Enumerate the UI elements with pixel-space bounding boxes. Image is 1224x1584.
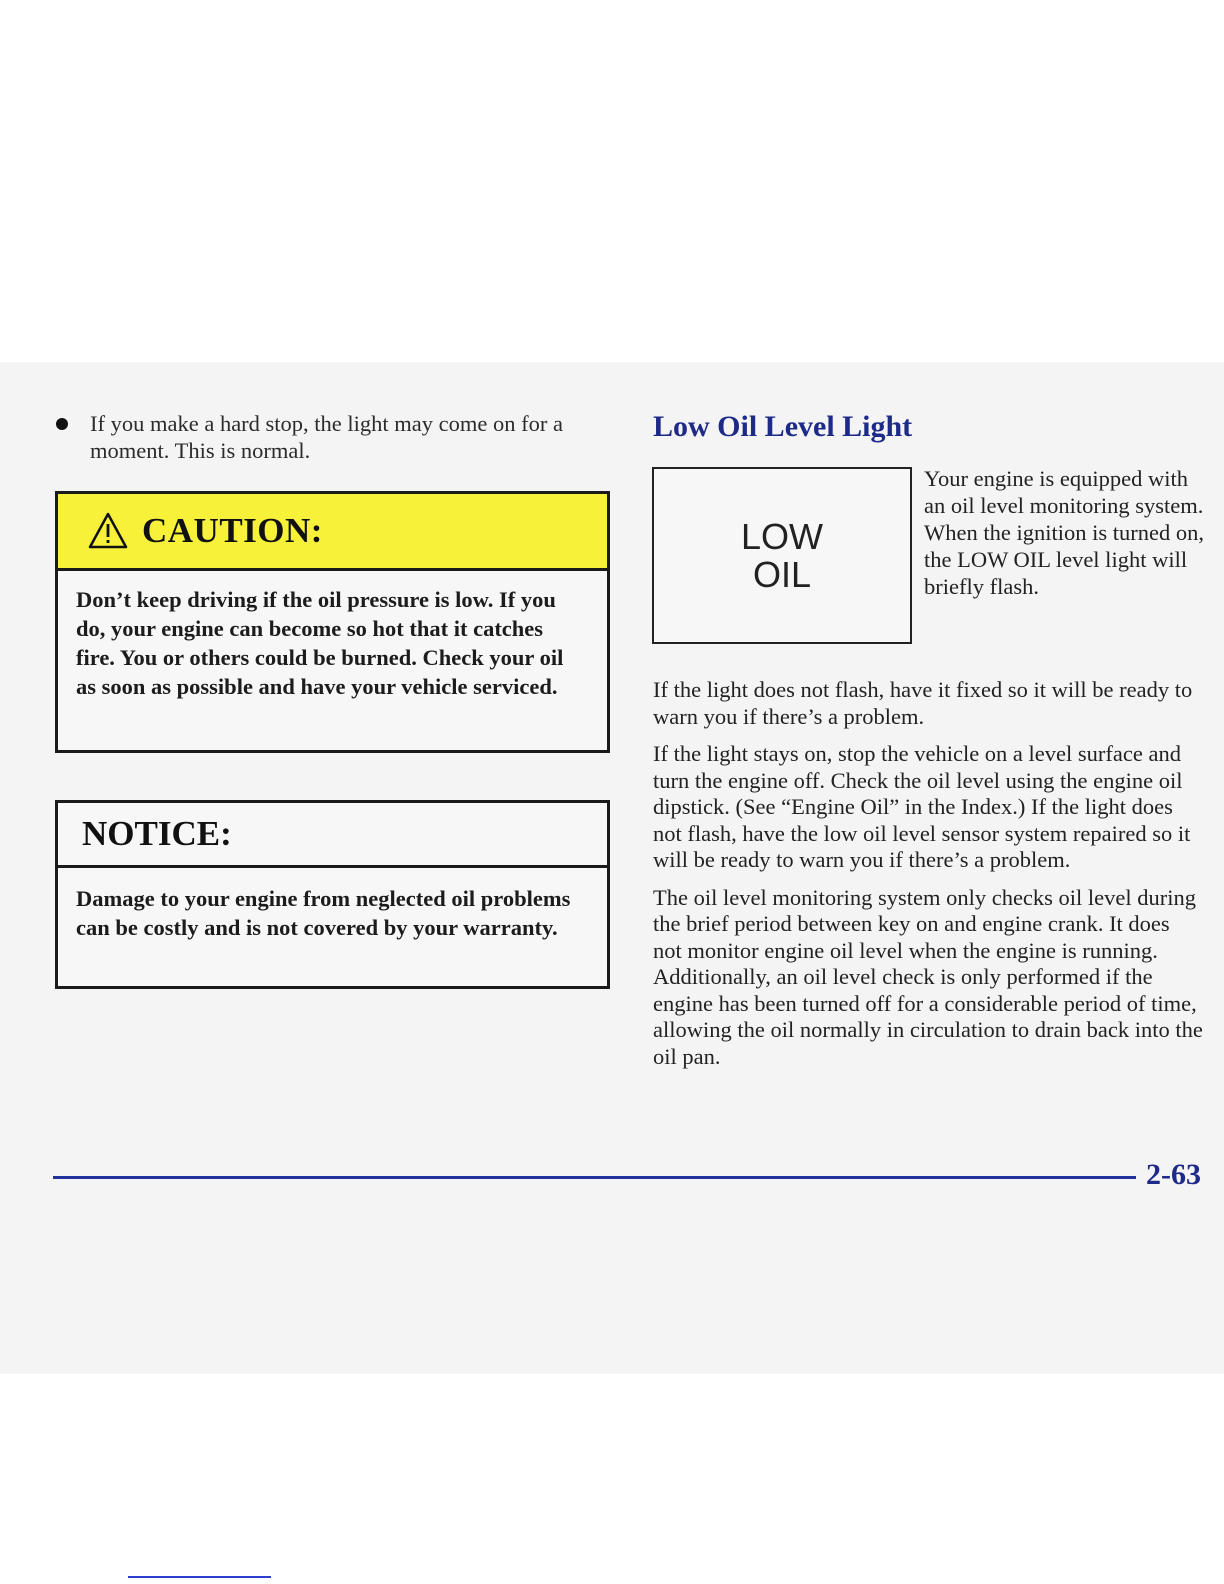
intro-paragraph: Your engine is equipped with an oil level monitoring system. When the ignition is turned on, the LOW OIL level light will briefly flash. [924, 466, 1204, 599]
low-oil-indicator [652, 467, 912, 644]
page-number: 2-63 [1146, 1158, 1201, 1191]
bullet-item [56, 410, 611, 464]
footer-rule [53, 1176, 1136, 1179]
notice-body: Damage to your engine from neglected oil problems can be costly and is not covered by your warranty. [76, 886, 571, 940]
paragraph: If the light stays on, stop the vehicle on a level surface and turn the engine off. Check the oil level using the engine oil dipstick. (See “Engine Oil” in the Index.) If the light does not flash, have the low oil level sensor system repaired so it will be ready to warn you if there’s a problem. [653, 741, 1191, 872]
bullet-dot-icon [56, 418, 68, 430]
indicator-line1: LOW [740, 515, 823, 557]
notice-box [55, 800, 610, 989]
notice-header [58, 803, 607, 868]
warning-triangle-icon [88, 512, 128, 550]
bottom-link-underline [128, 1576, 271, 1578]
caution-title: CAUTION: [142, 511, 323, 550]
bullet-text: If you make a hard stop, the light may come on for a moment. This is normal. [90, 411, 563, 463]
body-text [653, 677, 1203, 1081]
caution-box [55, 491, 610, 753]
caution-header [58, 494, 607, 571]
paragraph: If the light does not flash, have it fixed so it will be ready to warn you if there’s a problem. [653, 677, 1193, 729]
indicator-line2: OIL [752, 553, 812, 595]
caution-body: Don’t keep driving if the oil pressure is low. If you do, your engine can become so hot that it catches fire. You or others could be burned. Check your oil as soon as possible and have your vehicle serviced. [76, 587, 564, 699]
section-heading: Low Oil Level Light [653, 410, 913, 443]
notice-title: NOTICE: [82, 814, 232, 853]
paragraph: The oil level monitoring system only checks oil level during the brief period between key on and engine crank. It does not monitor engine oil level when the engine is running. Additionally, an oil level check is only performed if the engine has been turned off for a considerable period of time, allowing the oil normally in circulation to drain back into the oil pan. [653, 884, 1203, 1069]
